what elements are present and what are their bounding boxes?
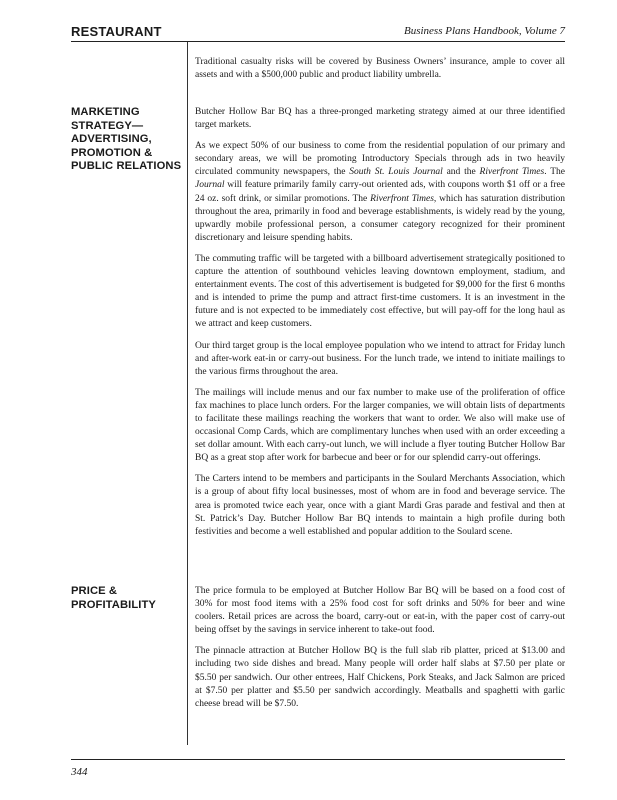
marketing-paragraph: As we expect 50% of our business to come from the residential population of our primary and secondary areas, we will be promoting Introductory Specials through ads in two heavily circulated community newspapers, the South St. Louis Journal and the Riverfront Times. The Journal will feature primarily family carry-out oriented ads, with coupons worth $1 off or a free 24 oz. soft drink, or similar promotions. The Riverfront Times, which has saturation distribution throughout the area, primarily in food and beverage establishments, is widely read by the young, upwardly mobile professional person, a consumer category recognized for their prominent discretionary and leisure spending habits. [195,141,566,243]
insurance-paragraph: Traditional casualty risks will be covered by Business Owners’ insurance, ample to cover all assets and with a $500,000 public and product liability umbrella. [195,57,565,81]
newspaper-name: South St. Louis Journal [349,167,443,178]
marketing-paragraph: The commuting traffic will be targeted with a billboard advertisement strategically positioned to capture the attention of southbound vehicles leaving downtown employment, stadium, and entertainment events. The cost of this advertisement is budgeted for $9,000 for the first 6 months and is intended to prime the pump and attract first-time customers. It is an investment in the future and is not expected to be immediately cost effective, but will pay-off for the long haul as we attract and keep customers. [195,253,565,330]
marketing-paragraph: The mailings will include menus and our fax number to make use of the proliferation of office fax machines to place lunch orders. For the larger companies, we will obtain lists of departments to facilitate these mailings reaching the workers that want to order. We also will make use of occasional Comp Cards, which are complimentary lunches when used with an order exceeding a set dollar amount. With each carry-out lunch, we will include a flyer touting Butcher Hollow Bar BQ as a great stop after work for barbecue and beer or for our splendid carry-out offerings. [195,387,565,464]
intro-section [195,56,565,90]
marketing-paragraph: The Carters intend to be members and participants in the Soulard Merchants Association, which is a group of about fifty local businesses, most of whom are in food and beverage service. The area is promoted twice each year, once with a giant Mardi Gras parade and festival and then at St. Patrick’s Day. Butcher Hollow Bar BQ intends to maintain a high profile during both festivities and become a well established and popular addition to the Soulard scene. [195,474,565,537]
marketing-section [195,106,565,547]
header-rule [71,41,565,42]
footer-rule [71,759,565,760]
column-divider [187,42,188,745]
book-title: Business Plans Handbook, Volume 7 [403,25,565,37]
marketing-heading-line: MARKETING [71,106,140,118]
newspaper-name: Journal [195,180,225,191]
marketing-heading-line: STRATEGY— [71,119,144,132]
page-number: 344 [71,766,88,778]
marketing-heading-line: PUBLIC RELATIONS [71,160,182,173]
marketing-paragraph: Our third target group is the local employee population who we intend to attract for Friday lunch and after-work eat-in or carry-out business. For the lunch trade, we intend to initiate mailings to the various firms throughout the area. [195,340,565,377]
marketing-heading-line: ADVERTISING, [71,133,152,146]
marketing-heading [71,106,181,174]
price-heading [71,585,156,612]
marketing-heading-line: PROMOTION & [71,146,153,159]
price-paragraph: The pinnacle attraction at Butcher Hollow BQ is the full slab rib platter, priced at $13.00 and including two side dishes and bread. Many people will order half slabs at $7.50 per plate or $5.50 per sandwich. Our other entrees, Half Chickens, Pork Steaks, and Jack Salmon are priced at $7.50 per platter and $5.50 per sandwich accordingly. Meatballs and spaghetti with garlic cheese bread will be $7.50. [195,646,565,709]
price-section [195,585,565,719]
page-header [71,22,565,42]
price-paragraph: The price formula to be employed at Butcher Hollow Bar BQ will be based on a food cost of 30% for most food items with a 25% food cost for soft drinks and 50% for beer and wine coolers. Retail prices are across the board, carry-out or eat-in, with the paper cost of carry-out being offset by the savings in service inherent to take-out food. [195,586,565,636]
section-title: RESTAURANT [71,24,162,39]
newspaper-name: Riverfront Times [479,167,545,178]
marketing-paragraph: Butcher Hollow Bar BQ has a three-pronged marketing strategy aimed at our three identified target markets. [195,107,565,131]
newspaper-name: Riverfront Times [370,193,434,204]
price-heading-line: PRICE & [71,585,118,597]
price-heading-line: PROFITABILITY [71,598,156,611]
